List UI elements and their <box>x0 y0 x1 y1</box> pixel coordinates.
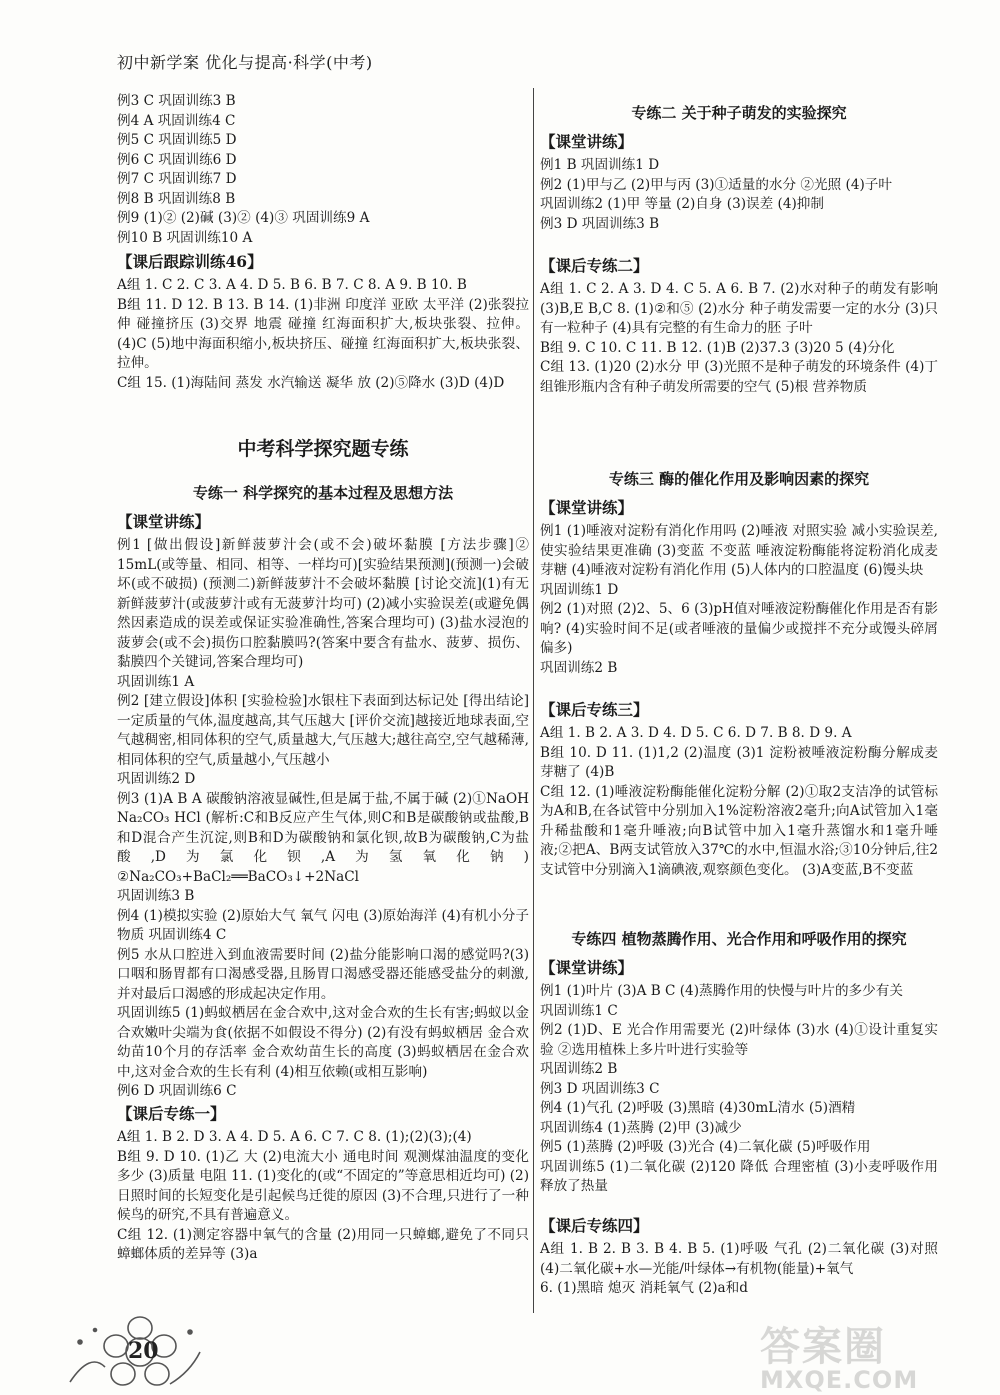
section-text: A组 1. B 2. B 3. B 4. B 5. (1)呼吸 气孔 (2)二氧化碳 (3)对照 (4)二氧化碳+水—光能/叶绿体→有机物(能量)+氧气 6. (1)黑暗 熄灭 消耗氧气 (2)a和d <box>540 1241 938 1296</box>
page-number: 20 <box>128 1338 159 1364</box>
column-divider <box>533 88 534 1313</box>
section-heading: 【课堂讲练】 <box>117 512 211 531</box>
answer-line: 例9 (1)② (2)碱 (3)② (4)③ 巩固训练9 A <box>117 210 370 226</box>
section-heading: 【课堂讲练】 <box>540 498 634 517</box>
section-text: A组 1. B 2. A 3. D 4. D 5. C 6. D 7. B 8. D 9. A B组 10. D 11. (1)1,2 (2)温度 (3)1 淀粉被唾液淀粉酶分解成麦芽糖了 (4)B C组 12. (1)唾液淀粉酶能催化淀粉分解 (2)①取2支洁净的试管标为A和B,在各试管中分别加入1%淀粉溶液2毫升;向A试管加入1毫升稀盐酸和1毫升唾液;向B试管中加入1毫升蒸馏水和1毫升唾液;②把A、B两支试管放入37℃的水中,恒温水浴;③10分钟后,往2支试管中分别滴入1滴碘液,观察颜色变化。 (3)A变蓝,B不变蓝 <box>540 725 938 878</box>
page-header: 初中新学案 优化与提高·科学(中考) <box>117 53 373 72</box>
section-heading: 【课后专练二】 <box>540 256 649 275</box>
answer-line: 例10 B 巩固训练10 A <box>117 229 253 246</box>
sub-title: 专练一 科学探究的基本过程及思想方法 <box>192 484 454 502</box>
sub-title: 专练四 植物蒸腾作用、光合作用和呼吸作用的探究 <box>571 930 907 948</box>
section-text: 例1 B 巩固训练1 D 例2 (1)甲与乙 (2)甲与丙 (3)①适量的水分 ②光照 (4)子叶 巩固训练2 (1)甲 等量 (2)自身 (3)误差 (4)抑制 例3 D 巩固训练3 B <box>540 157 892 232</box>
section-text: 例1 (1)唾液对淀粉有消化作用吗 (2)唾液 对照实验 减小实验误差,使实验结果更准确 (3)变蓝 不变蓝 唾液淀粉酶能将淀粉消化成麦芽糖 (4)唾液对淀粉有消化作用 (5)人体内的口腔温度 (6)馒头块 巩固训练1 D 例2 (1)对照 (2)2、5、6 (3)pH值对唾液淀粉酶催化作用是否有影响? (4)实验时间不足(或者唾液的量偏少或搅拌不充分或馒头碎屑偏多) 巩固训练2 B <box>540 523 938 676</box>
section-text: 例1 [做出假设]新鲜菠萝汁会(或不会)破坏黏膜 [方法步骤]② 15mL(或等量、相同、相等、一样均可)[实验结果预测](预测一)会破坏(或不破损) (预测二)新鲜菠萝汁不会破坏黏膜 [讨论交流](1)有无新鲜菠萝汁(或菠萝汁或有无菠萝汁均可) (2)减小实验误差(或避免偶然因素造成的误差或保证实验准确性,答案合理均可) (3)盐水浸泡的菠萝会(或不会)损伤口腔黏膜吗?(答案中要含有盐水、菠萝、损伤、黏膜四个关键词,答案合理均可) 巩固训练1 A 例2 [建立假设]体积 [实验检验]水银柱下表面到达标记处 [得出结论]一定质量的气体,温度越高,其气压越大 [评价交流]越接近地球表面,空气越稠密,相同体积的空气,质量越大,气压越大;越往高空,空气越稀薄,相同体积的空气,质量越小,气压越小 巩固训练2 D 例3 (1)A B A 碳酸钠溶液显碱性,但是属于盐,不属于碱 (2)①NaOH Na₂CO₃ HCl (解析:C和B反应产生气体,则C和B是碳酸钠或盐酸,B和D混合产生沉淀,则B和D为碳酸钠和氯化钡,故B为碳酸钠,C为盐酸,D为氯化钡,A为氢氧化钠) ②Na₂CO₃+BaCl₂══BaCO₃↓+2NaCl 巩固训练3 B 例4 (1)模拟实验 (2)原始大气 氧气 闪电 (3)原始海洋 (4)有机小分子物质 巩固训练4 C 例5 水从口腔进入到血液需要时间 (2)盐分能影响口渴的感觉吗?(3)口咽和肠胃都有口渴感受器,且肠胃口渴感受器还能感受盐分的刺激,并对最后口渴感的形成起决定作用。 巩固训练5 (1)蚂蚁栖居在金合欢中,这对金合欢的生长有害;蚂蚁以金合欢嫩叶尖端为食(依据不如假设不得分) (2)有没有蚂蚁栖居 金合欢幼苗10个月的存活率 金合欢幼苗生长的高度 (3)蚂蚁栖居在金合欢中,这对金合欢的生长有利 (4)相互依赖(或相互影响) 例6 D 巩固训练6 C <box>117 537 529 1099</box>
section-heading: 【课后跟踪训练46】 <box>117 252 263 271</box>
sub-title: 专练三 酶的催化作用及影响因素的探究 <box>608 470 870 488</box>
section-text: A组 1. C 2. C 3. A 4. D 5. B 6. B 7. C 8. A 9. B 10. B B组 11. D 12. B 13. B 14. (1)非洲 印度洋 亚欧 太平洋 (2)张裂拉伸 碰撞挤压 (3)交界 地震 碰撞 红海面积扩大,板块张裂、拉伸。(4)C (5)地中海面积缩小,板块挤压、碰撞 红海面积扩大,板块张裂、拉伸。 C组 15. (1)海陆间 蒸发 水汽输送 凝华 放 (2)⑤降水 (3)D (4)D <box>117 277 529 391</box>
section-text: A组 1. B 2. D 3. A 4. D 5. A 6. C 7. C 8. (1);(2)(3);(4) B组 9. D 10. (1)乙 大 (2)电流大小 通电时间 观测煤油温度的变化多少 (3)质量 电阻 11. (1)变化的(或“不固定的”等意思相近均可) (2)日照时间的长短变化是引起候鸟迁徙的原因 (3)不合理,只进行了一种候鸟的研究,不具有普遍意义。 C组 12. (1)测定容器中氧气的含量 (2)用同一只蟑螂,避免了不同只蟑螂体质的差异等 (3)a <box>117 1129 529 1262</box>
section-heading: 【课后专练三】 <box>540 700 649 719</box>
watermark-url: MXQE.COM <box>760 1366 919 1394</box>
sub-title: 专练二 关于种子萌发的实验探究 <box>631 104 847 122</box>
watermark-logo <box>760 1315 990 1395</box>
watermark-text: 答案圈 <box>760 1324 886 1370</box>
answer-line: 例7 C 巩固训练7 D <box>117 171 237 187</box>
section-text: A组 1. C 2. A 3. D 4. C 5. A 6. B 7. (2)水对种子的萌发有影响 (3)B,E B,C 8. (1)②和⑤ (2)水分 种子萌发需要一定的水分 (3)只有一粒种子 (4)具有完整的有生命力的胚 子叶 B组 9. C 10. C 11. B 12. (1)B (2)37.3 (3)20 5 (4)分化 C组 13. (1)20 (2)水分 甲 (3)光照不是种子萌发的环境条件 (4)丁组锥形瓶内含有种子萌发所需要的空气 (5)根 营养物质 <box>540 281 938 395</box>
section-text: 例1 (1)叶片 (3)A B C (4)蒸腾作用的快慢与叶片的多少有关 巩固训练1 C 例2 (1)D、E 光合作用需要光 (2)叶绿体 (3)水 (4)①设计重复实验 ②选用植株上多片叶进行实验等 巩固训练2 B 例3 D 巩固训练3 C 例4 (1)气孔 (2)呼吸 (3)黑暗 (4)30mL清水 (5)酒精 巩固训练4 (1)蒸腾 (2)甲 (3)减少 例5 (1)蒸腾 (2)呼吸 (3)光合 (4)二氧化碳 (5)呼吸作用 巩固训练5 (1)二氧化碳 (2)120 降低 合理密植 (3)小麦呼吸作用释放了热量 <box>540 983 938 1194</box>
section-heading: 【课堂讲练】 <box>540 132 634 151</box>
answer-list-top <box>117 92 529 248</box>
section-heading: 【课后专练一】 <box>117 1104 226 1123</box>
answer-line: 例4 A 巩固训练4 C <box>117 112 236 129</box>
section-heading: 【课后专练四】 <box>540 1216 649 1235</box>
answer-line: 例3 C 巩固训练3 B <box>117 93 236 109</box>
answer-line: 例5 C 巩固训练5 D <box>117 132 237 148</box>
answer-line: 例6 C 巩固训练6 D <box>117 151 237 168</box>
main-title: 中考科学探究题专练 <box>237 438 409 460</box>
section-heading: 【课堂讲练】 <box>540 958 634 977</box>
answer-line: 例8 B 巩固训练8 B <box>117 190 236 207</box>
